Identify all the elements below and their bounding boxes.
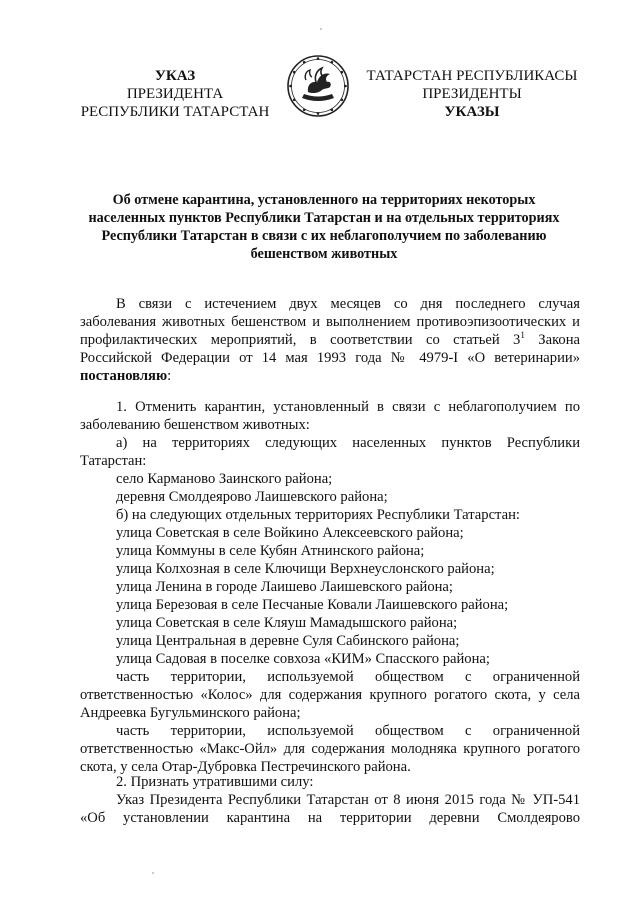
- list-item: ответственностью «Колос» для содержания крупного рогатого скота, у села: [80, 687, 580, 703]
- article-superscript: 1: [520, 331, 525, 340]
- title-line: населенных пунктов Республики Татарстан и на отдельных территориях: [88, 210, 560, 226]
- header-right-line: ПРЕЗИДЕНТЫ: [422, 86, 522, 102]
- preamble: [80, 295, 580, 385]
- list-item: деревня Смолдеярово Лаишевского района;: [116, 489, 388, 505]
- title-line: Республики Татарстан в связи с их неблагополучием по заболеванию: [101, 228, 547, 244]
- header-left-line: ПРЕЗИДЕНТА: [126, 86, 224, 102]
- preamble-line: В связи с истечением двух месяцев со дня последнего случая: [116, 296, 580, 312]
- decree-word: постановляю: [80, 368, 168, 384]
- item-2: [80, 773, 580, 827]
- item-line: Татарстан:: [80, 453, 147, 469]
- list-item: улица Коммуны в селе Кубян Атнинского района;: [116, 543, 425, 559]
- header-left-line: УКАЗ: [154, 68, 196, 84]
- list-item: улица Колхозная в селе Ключищи Верхнеуслонского района;: [116, 561, 495, 577]
- header-left: [60, 67, 290, 121]
- list-item: улица Советская в селе Кляуш Мамадышского района;: [116, 615, 458, 631]
- preamble-line-end: Закона: [524, 332, 580, 348]
- item-line: 1. Отменить карантин, установленный в связи с неблагополучием по: [116, 399, 580, 415]
- item-line: Указ Президента Республики Татарстан от 8 июня 2015 года № УП-541: [116, 792, 580, 808]
- list-item: часть территории, используемой обществом с ограниченной: [116, 669, 580, 685]
- list-item: село Карманово Заинского района;: [116, 471, 333, 487]
- scan-speck: [152, 872, 154, 874]
- tatarstan-emblem-icon: [286, 54, 350, 118]
- item-line: б) на следующих отдельных территориях Республики Татарстан:: [116, 507, 520, 523]
- title-line: бешенством животных: [250, 246, 398, 262]
- header-right-line: ТАТАРСТАН РЕСПУБЛИКАСЫ: [366, 68, 578, 84]
- header-right-line: УКАЗЫ: [444, 104, 500, 120]
- list-item: улица Советская в селе Войкино Алексеевского района;: [116, 525, 464, 541]
- header-right: [352, 67, 592, 121]
- item-line: 2. Признать утратившими силу:: [116, 774, 314, 790]
- document-title: [60, 191, 588, 263]
- item-line: «Об установлении карантина на территории деревни Смолдеярово: [80, 810, 580, 826]
- list-item: Андреевка Бугульминского района;: [80, 705, 301, 721]
- header-left-line: РЕСПУБЛИКИ ТАТАРСТАН: [80, 104, 270, 120]
- decree-line: постановляю:: [80, 368, 172, 384]
- list-item: ответственностью «Макс-Ойл» для содержания молодняка крупного рогатого: [80, 741, 580, 757]
- list-item: скота, у села Отар-Дубровка Пестречинского района.: [80, 759, 411, 775]
- scan-speck: [320, 28, 322, 30]
- preamble-line: Российской Федерации от 14 мая 1993 года № 4979-I «О ветеринарии»: [80, 350, 580, 366]
- list-item: улица Садовая в поселке совхоза «КИМ» Спасского района;: [116, 651, 490, 667]
- preamble-line: заболевания животных бешенством и выполнением противоэпизоотических и: [80, 314, 580, 330]
- preamble-line: [80, 331, 580, 349]
- item-line: заболеванию бешенством животных:: [80, 417, 310, 433]
- list-item: часть территории, используемой обществом с ограниченной: [116, 723, 580, 739]
- list-item: улица Березовая в селе Песчаные Ковали Лаишевского района;: [116, 597, 509, 613]
- item-1: [80, 398, 580, 776]
- list-item: улица Ленина в городе Лаишево Лаишевского района;: [116, 579, 453, 595]
- title-line: Об отмене карантина, установленного на территориях некоторых: [112, 192, 536, 208]
- list-item: улица Центральная в деревне Суля Сабинского района;: [116, 633, 460, 649]
- item-line: а) на территориях следующих населенных пунктов Республики: [116, 435, 580, 451]
- preamble-line-start: профилактических мероприятий, в соответствии со статьей 3: [80, 332, 521, 348]
